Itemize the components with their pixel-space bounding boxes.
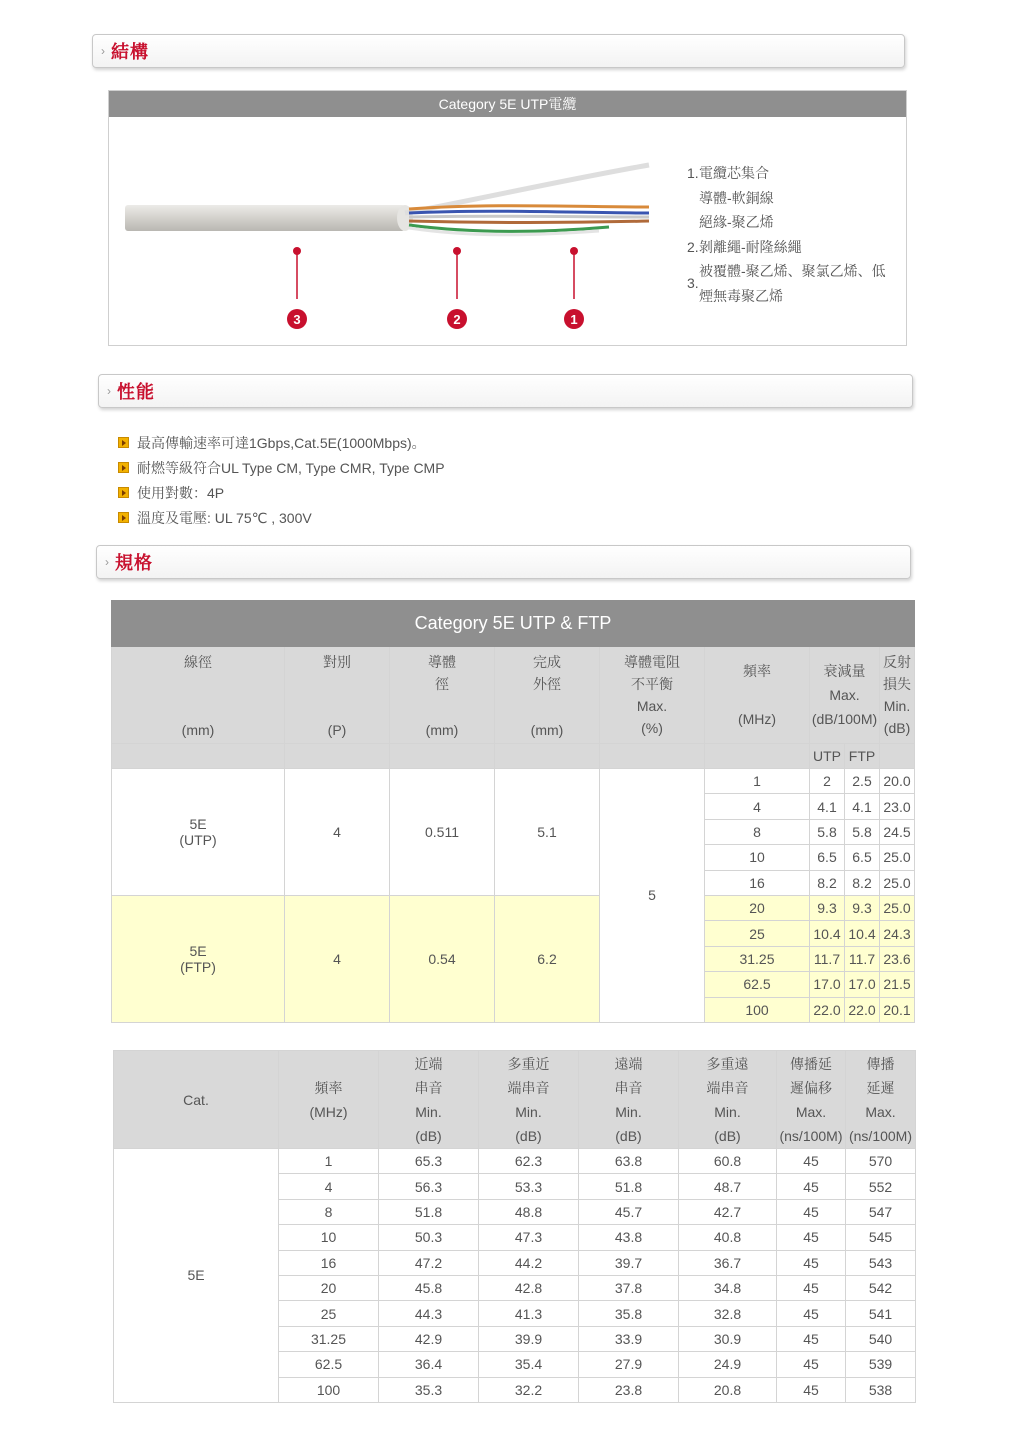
table-row: 25 44.3 41.3 35.8 32.8 45 541 [114,1301,916,1326]
od-cell: 6.2 [495,895,600,1022]
table-row: 8 51.8 48.8 45.7 42.7 45 547 [114,1199,916,1224]
arrow-bullet-icon [118,512,129,523]
crosstalk-table [113,1050,916,1403]
conductor-cell: 0.54 [390,895,495,1022]
table-row: 5E (UTP) 4 0.511 5.1 5 1 2 2.5 20.0 [112,769,915,794]
col-header-atten: 衰減量 Max. (dB/100M) [810,647,880,744]
chevron-right-icon: › [105,555,109,569]
section-header-spec [96,545,911,579]
callout-label-2: 2 [453,312,461,327]
cable-type-utp: 5E (UTP) [112,769,285,896]
table-row: 10 50.3 47.3 43.8 40.8 45 545 [114,1225,916,1250]
performance-list [118,430,445,530]
table-row: 100 35.3 32.2 23.8 20.8 45 538 [114,1377,916,1402]
table-row: 16 47.2 44.2 39.7 36.7 45 543 [114,1250,916,1275]
col-header-pairs: 對別 (P) [285,647,390,744]
col-header-cat: Cat. [114,1051,279,1149]
table-row: 31.25 11.7 11.7 23.6 [112,946,915,971]
list-item: 使用對數：4P [118,480,445,505]
unbalance-cell: 5 [600,769,705,1023]
callout-label-1: 1 [570,312,578,327]
col-header-psfext: 多重遠 端串音 Min. (dB) [679,1051,777,1149]
col-header-psnext: 多重近 端串音 Min. (dB) [479,1051,579,1149]
table-row: 4 4.1 4.1 23.0 [112,794,915,819]
table-row: 5E (FTP) 4 0.54 6.2 20 9.3 9.3 25.0 [112,895,915,920]
col-header-fext: 遠端 串音 Min. (dB) [579,1051,679,1149]
structure-caption: Category 5E UTP電纜 [109,91,906,117]
col-header-freq: 頻率 (MHz) [279,1051,379,1149]
legend-item: 電纜芯集合 [699,165,769,181]
table-row: 62.5 17.0 17.0 21.5 [112,972,915,997]
col-header-skew: 傳播延 遲偏移 Max. (ns/100M) [777,1051,846,1149]
legend-item: 絕緣-聚乙烯 [699,214,774,230]
arrow-bullet-icon [118,462,129,473]
section-header-structure [92,34,905,68]
pairs-cell: 4 [285,895,390,1022]
col-header-freq: 頻率 (MHz) [705,647,810,744]
table-row: 8 5.8 5.8 24.5 [112,819,915,844]
table-row: 62.5 36.4 35.4 27.9 24.9 45 539 [114,1352,916,1377]
col-header-conductor: 導體 徑 (mm) [390,647,495,744]
structure-legend: 1. 電纜芯集合 導體-軟銅線 絕緣-聚乙烯 2. 剝離繩-耐隆絲繩 3. 被覆體-聚乙烯、聚氯乙烯、低 煙無毒聚乙烯 [687,161,907,308]
col-header-delay: 傳播 延遲 Max. (ns/100M) [846,1051,916,1149]
section-title: 規格 [115,553,153,573]
legend-item: 煙無毒聚乙烯 [699,287,783,304]
section-header-performance [98,374,913,408]
table-row: 25 10.4 10.4 24.3 [112,921,915,946]
col-header-unbalance: 導體電阻 不平衡 Max. (%) [600,647,705,744]
spec-table-caption: Category 5E UTP & FTP [112,601,915,647]
table-row: 31.25 42.9 39.9 33.9 30.9 45 540 [114,1326,916,1351]
col-header-gauge: 線徑 (mm) [112,647,285,744]
conductor-cell: 0.511 [390,769,495,896]
table-row: 16 8.2 8.2 25.0 [112,870,915,895]
col-header-rl: 反射 損失 Min. (dB) [880,647,915,744]
chevron-right-icon: › [101,44,105,58]
cable-illustration [109,117,679,345]
table-row: 4 56.3 53.3 51.8 48.7 45 552 [114,1174,916,1199]
legend-item: 被覆體-聚乙烯、聚氯乙烯、低 [699,263,886,279]
callout-label-3: 3 [293,312,301,327]
cable-type-ftp: 5E (FTP) [112,895,285,1022]
table-row: 5E 1 65.3 62.3 63.8 60.8 45 570 [114,1149,916,1174]
list-item: 溫度及電壓: UL 75℃ , 300V [118,505,445,530]
table-row: 10 6.5 6.5 25.0 [112,845,915,870]
cable-jacket [125,205,405,231]
pairs-cell: 4 [285,769,390,896]
chevron-right-icon: › [107,384,111,398]
col-header-next: 近端 串音 Min. (dB) [379,1051,479,1149]
legend-item: 導體-軟銅線 [699,189,774,206]
list-item: 耐燃等級符合UL Type CM, Type CMR, Type CMP [118,455,445,480]
cable-structure-panel [108,90,907,346]
legend-item: 剝離繩-耐隆絲繩 [699,238,802,255]
table-row: 20 45.8 42.8 37.8 34.8 45 542 [114,1275,916,1300]
list-item: 最高傳輸速率可達1Gbps,Cat.5E(1000Mbps)。 [118,430,445,455]
table-row: 100 22.0 22.0 20.1 [112,997,915,1022]
col-header-utp: UTP [810,744,845,769]
section-title: 性能 [117,382,155,402]
section-title: 結構 [111,42,149,62]
col-header-ftp: FTP [845,744,880,769]
arrow-bullet-icon [118,437,129,448]
arrow-bullet-icon [118,487,129,498]
od-cell: 5.1 [495,769,600,896]
cat-cell: 5E [114,1149,279,1403]
col-header-od: 完成 外徑 (mm) [495,647,600,744]
spec-table [111,600,915,1023]
